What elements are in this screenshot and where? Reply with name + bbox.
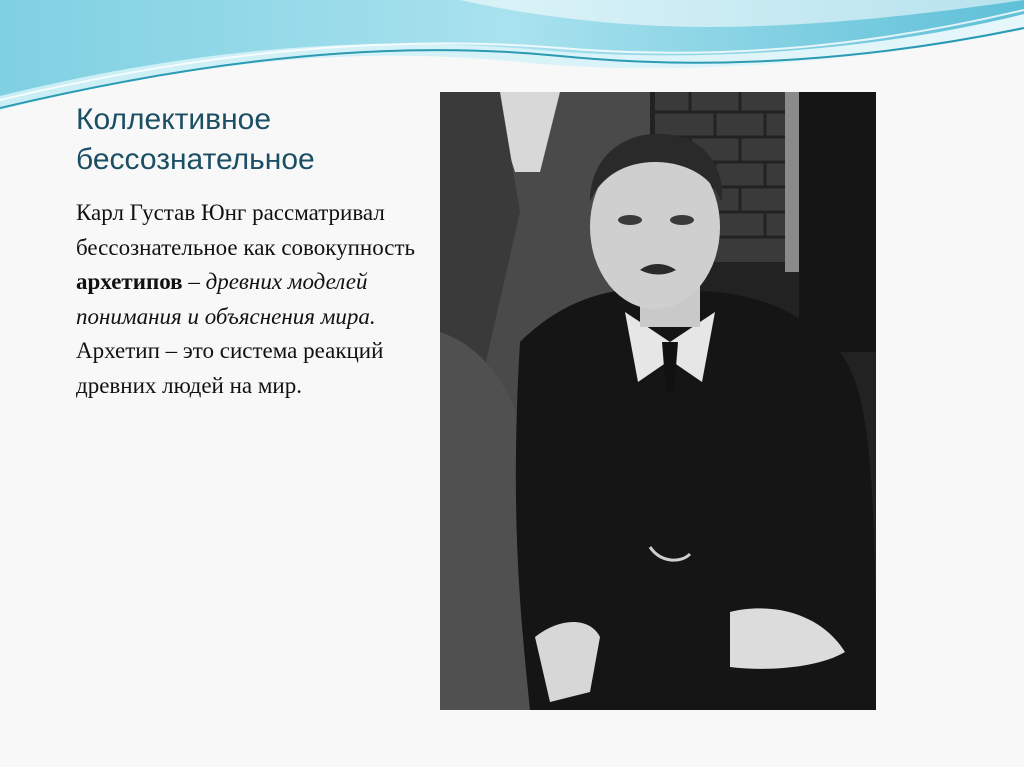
slide-body-text (76, 196, 426, 403)
body-term-archetypes: архетипов (76, 269, 183, 294)
portrait-photo-icon (440, 92, 876, 710)
body-intro: Карл Густав Юнг рассматривал бессознательное как совокупность (76, 200, 416, 260)
body-outro: Архетип – это система реакций древних людей на мир. (76, 338, 384, 398)
portrait-photo (440, 92, 876, 710)
body-definition: древних моделей понимания и объяснения мира. (76, 269, 376, 329)
slide-title: Коллективное бессознательное (76, 103, 315, 176)
body-dash: – (182, 269, 206, 294)
